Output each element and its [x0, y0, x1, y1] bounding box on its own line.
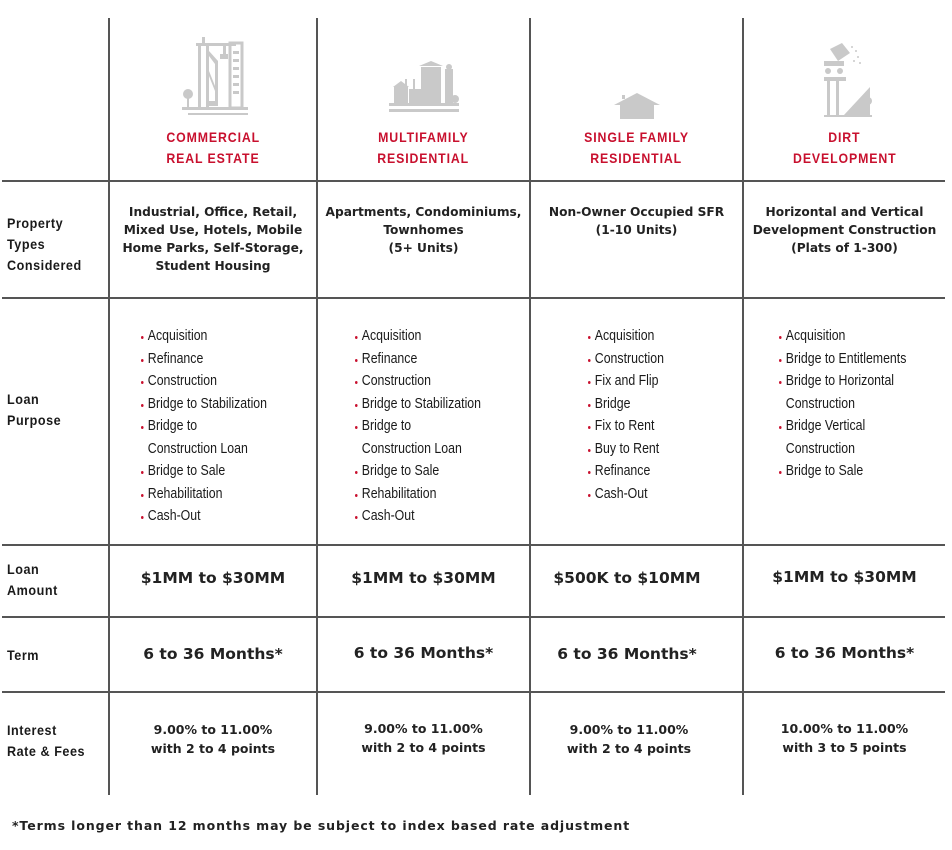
- loan-purpose-item: Acquisition: [779, 325, 906, 348]
- text-line: (1-10 Units): [595, 223, 678, 237]
- loan-purpose-list-single-family: [588, 325, 664, 505]
- interest-single-family: [531, 720, 727, 758]
- text-line: Industrial, Office, Retail,: [128, 205, 298, 219]
- loan-purpose-item: Cash-Out: [141, 505, 267, 528]
- term-dirt: 6 to 36 Months*: [774, 644, 915, 662]
- text-line: Horizontal and Vertical: [765, 205, 924, 219]
- loan-purpose-list-multifamily: [355, 325, 481, 528]
- rate-range: 10.00% to 11.00%: [780, 721, 909, 736]
- loan-purpose-item: Construction: [785, 395, 855, 412]
- loan-purpose-item: Construction: [355, 370, 481, 393]
- loan-purpose-item: Cash-Out: [588, 483, 664, 506]
- loan-purpose-item: Refinance: [141, 348, 267, 371]
- loan-purpose-item: Fix and Flip: [588, 370, 664, 393]
- term-single-family: 6 to 36 Months*: [557, 645, 697, 663]
- category-header-single-family: [531, 18, 742, 181]
- row-divider: [2, 544, 945, 546]
- text-line: Apartments, Condominiums,: [325, 205, 522, 219]
- property-types-single-family: [531, 203, 742, 239]
- house-icon: [592, 31, 682, 121]
- row-label-text: Interest: [7, 722, 57, 738]
- loan-purpose-item: Construction: [785, 440, 855, 457]
- category-title-line1: MULTIFAMILY: [378, 129, 469, 145]
- footnote: *Terms longer than 12 months may be subject to index based rate adjustment: [12, 818, 631, 833]
- row-label-text: Types: [7, 236, 46, 252]
- loan-purpose-item: Construction: [141, 370, 267, 393]
- category-title-line2: REAL ESTATE: [166, 150, 260, 166]
- loan-amount-dirt: $1MM to $30MM: [772, 568, 917, 586]
- text-line: Development Construction: [752, 223, 937, 237]
- loan-purpose-item: Refinance: [588, 460, 664, 483]
- text-line: (5+ Units): [388, 241, 459, 255]
- loan-purpose-item: Fix to Rent: [588, 415, 664, 438]
- loan-purpose-item: Cash-Out: [355, 505, 481, 528]
- loan-purpose-item: Construction Loan: [361, 440, 462, 457]
- property-types-multifamily: [318, 203, 529, 257]
- loan-amount-commercial: $1MM to $30MM: [140, 569, 286, 587]
- property-types-dirt: [744, 203, 945, 257]
- row-label-loan-amount: [7, 559, 58, 601]
- loan-purpose-item: Bridge to: [355, 415, 481, 438]
- row-divider: [2, 691, 945, 693]
- rate-range: 9.00% to 11.00%: [364, 721, 483, 736]
- text-line: Mixed Use, Hotels, Mobile: [123, 223, 303, 237]
- loan-purpose-item: Construction: [588, 348, 664, 371]
- loan-purpose-item: Bridge to Sale: [141, 460, 267, 483]
- loan-purpose-item: Acquisition: [141, 325, 267, 348]
- property-types-commercial: [110, 203, 316, 275]
- row-label-term: [7, 645, 39, 666]
- commercial-building-icon: [168, 31, 258, 121]
- row-divider: [2, 297, 945, 299]
- dirt-excavation-icon: [800, 31, 890, 121]
- loan-purpose-item: Bridge to: [141, 415, 267, 438]
- loan-purpose-list-dirt: [779, 325, 906, 483]
- loan-purpose-item: Acquisition: [588, 325, 664, 348]
- row-label-text: Loan: [7, 391, 40, 407]
- row-label-interest: [7, 720, 85, 762]
- row-label-property-types: [7, 213, 82, 276]
- text-line: Home Parks, Self-Storage,: [122, 241, 304, 255]
- points-range: with 3 to 5 points: [782, 740, 907, 755]
- row-label-text: Purpose: [7, 412, 62, 428]
- points-range: with 2 to 4 points: [150, 741, 276, 756]
- loan-purpose-list-commercial: [141, 325, 267, 528]
- row-label-text: Loan: [7, 561, 40, 577]
- category-title-line1: COMMERCIAL: [166, 129, 260, 145]
- rate-range: 9.00% to 11.00%: [569, 722, 689, 737]
- loan-purpose-item: Bridge to Entitlements: [779, 348, 906, 371]
- loan-purpose-item: Bridge to Horizontal: [779, 370, 906, 393]
- category-title-line2: RESIDENTIAL: [377, 150, 470, 166]
- category-title-line1: SINGLE FAMILY: [584, 129, 689, 145]
- category-header-commercial: [110, 18, 316, 181]
- loan-purpose-item: Buy to Rent: [588, 438, 664, 461]
- row-divider: [2, 616, 945, 618]
- loan-purpose-item: Acquisition: [355, 325, 481, 348]
- interest-dirt: [744, 719, 945, 757]
- points-range: with 2 to 4 points: [566, 741, 692, 756]
- loan-purpose-item: Bridge Vertical: [779, 415, 906, 438]
- apartment-buildings-icon: [379, 31, 469, 121]
- loan-purpose-item: Refinance: [355, 348, 481, 371]
- row-label-text: Considered: [7, 257, 82, 273]
- loan-purpose-item: Bridge to Sale: [779, 460, 906, 483]
- row-label-text: Amount: [7, 582, 58, 598]
- category-header-dirt-development: [744, 18, 945, 181]
- loan-purpose-item: Bridge to Sale: [355, 460, 481, 483]
- text-line: Student Housing: [155, 259, 271, 273]
- text-line: (Plats of 1-300): [791, 241, 898, 255]
- interest-commercial: [110, 720, 316, 758]
- points-range: with 2 to 4 points: [361, 740, 486, 755]
- category-title-line1: DIRT: [828, 129, 861, 145]
- interest-multifamily: [318, 719, 529, 757]
- loan-purpose-item: Bridge to Stabilization: [141, 393, 267, 416]
- loan-purpose-item: Bridge to Stabilization: [355, 393, 481, 416]
- row-label-text: Rate & Fees: [7, 743, 86, 759]
- category-title-line2: DEVELOPMENT: [792, 150, 897, 166]
- row-label-loan-purpose: [7, 389, 61, 431]
- term-commercial: 6 to 36 Months*: [143, 645, 283, 663]
- loan-amount-multifamily: $1MM to $30MM: [351, 569, 496, 587]
- term-multifamily: 6 to 36 Months*: [353, 644, 494, 662]
- row-label-text: Term: [7, 647, 40, 663]
- loan-purpose-item: Bridge: [588, 393, 664, 416]
- row-label-text: Property: [7, 215, 64, 231]
- text-line: Non-Owner Occupied SFR: [548, 205, 725, 219]
- loan-purpose-item: Construction Loan: [147, 440, 248, 457]
- loan-purpose-item: Rehabilitation: [355, 483, 481, 506]
- text-line: Townhomes: [383, 223, 464, 237]
- category-header-multifamily: [318, 18, 529, 181]
- loan-purpose-item: Rehabilitation: [141, 483, 267, 506]
- rate-range: 9.00% to 11.00%: [153, 722, 273, 737]
- loan-amount-single-family: $500K to $10MM: [553, 569, 701, 587]
- category-title-line2: RESIDENTIAL: [590, 150, 683, 166]
